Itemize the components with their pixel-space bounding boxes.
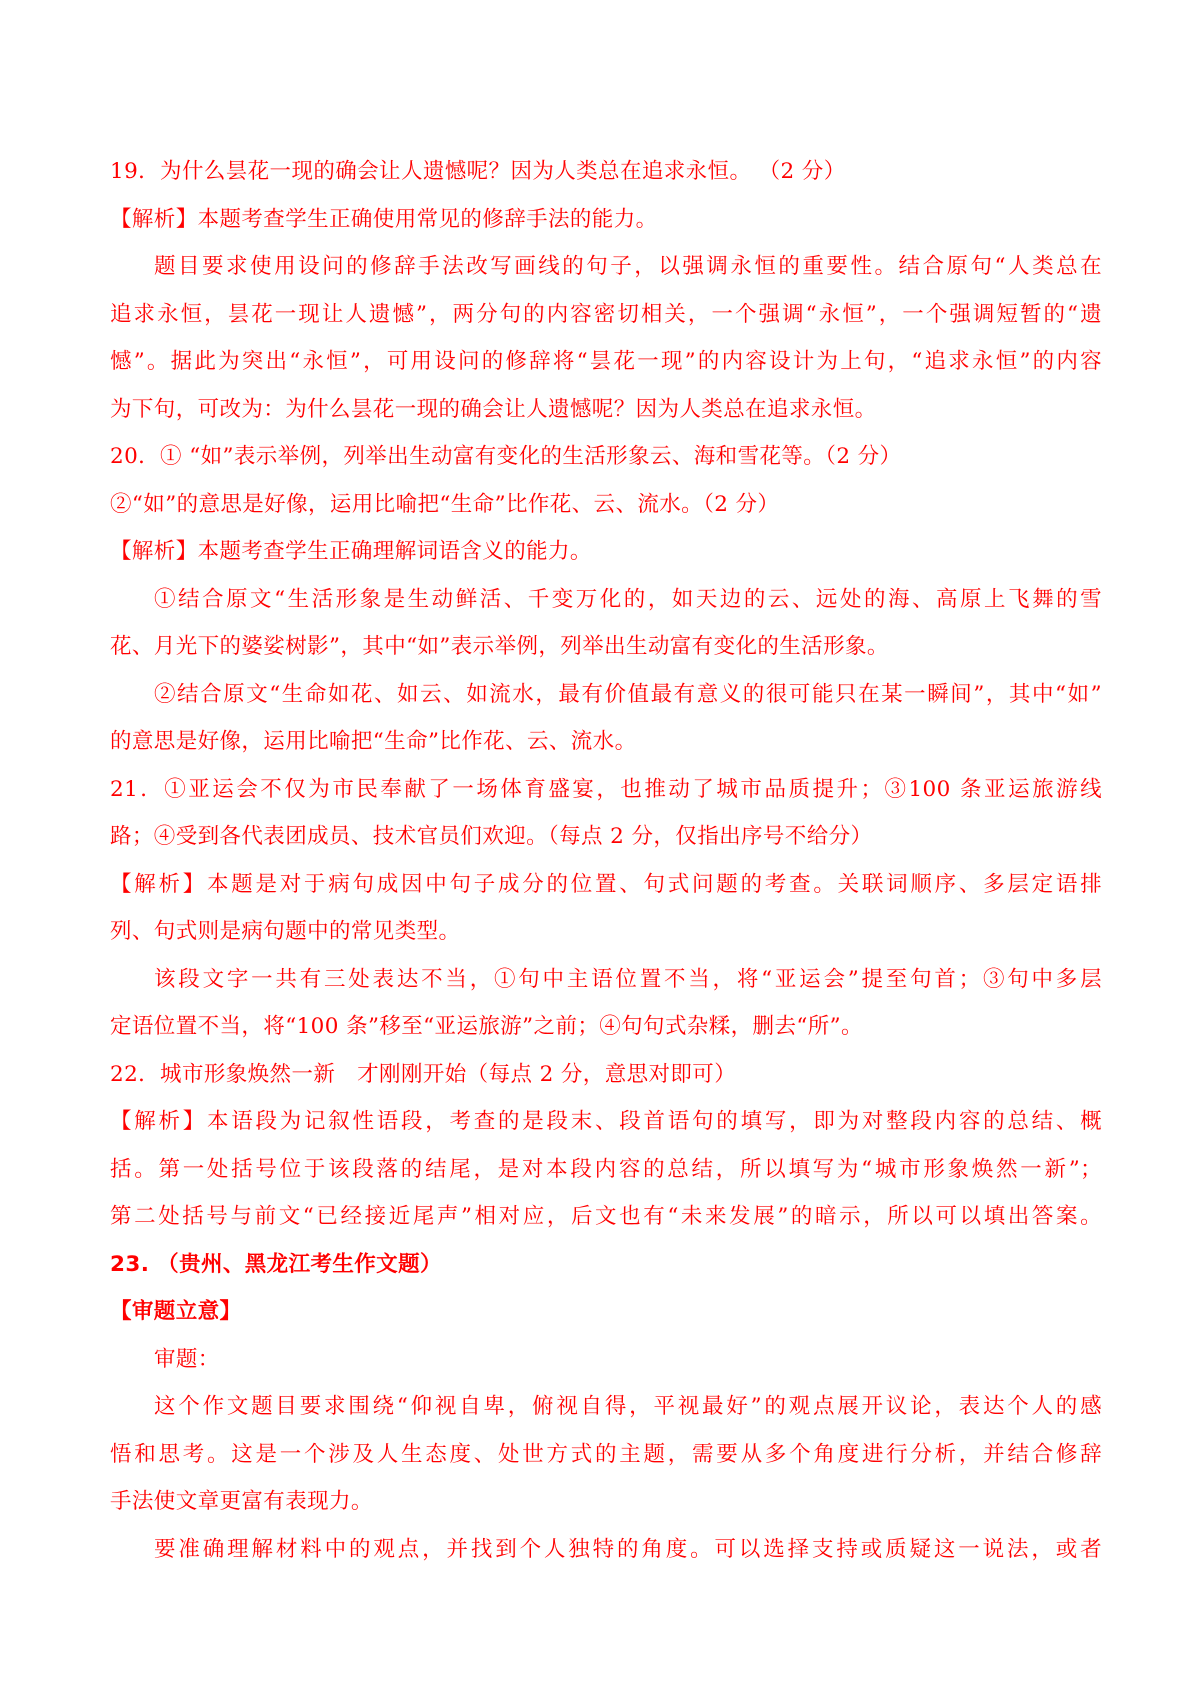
q23-body-line: 悟和思考。这是一个涉及人生态度、处世方式的主题，需要从多个角度进行分析，并结合修辞 xyxy=(110,1441,1102,1467)
q23-section-heading: 【审题立意】 xyxy=(110,1299,242,1324)
q21-answer-1: 21．①亚运会不仅为市民奉献了一场体育盛宴，也推动了城市品质提升；③100 条亚运旅游线 xyxy=(110,776,1102,802)
q20-analysis-line: ②结合原文“生命如花、如云、如流水，最有价值最有意义的很可能只在某一瞬间”，其中“如” xyxy=(154,681,1102,707)
q20-analysis-title: 【解析】本题考查学生正确理解词语含义的能力。 xyxy=(110,539,592,564)
q23-label: 审题： xyxy=(154,1346,220,1372)
q20-analysis-line: 的意思是好像，运用比喻把“生命”比作花、云、流水。 xyxy=(110,729,637,754)
q20-analysis-line: ①结合原文“生活形象是生动鲜活、千变万化的，如天边的云、远处的海、高原上飞舞的雪 xyxy=(154,586,1102,612)
q19-analysis-line: 题目要求使用设问的修辞手法改写画线的句子，以强调永恒的重要性。结合原句“人类总在 xyxy=(154,254,1102,279)
q19-analysis-title: 【解析】本题考查学生正确使用常见的修辞手法的能力。 xyxy=(110,206,658,232)
q23-title: 23. （贵州、黑龙江考生作文题） xyxy=(110,1251,442,1277)
q23-body-line: 要准确理解材料中的观点，并找到个人独特的角度。可以选择支持或质疑这一说法，或者 xyxy=(154,1536,1102,1562)
q22-analysis-line: 括。第一处括号位于该段落的结尾，是对本段内容的总结，所以填写为“城市形象焕然一新”； xyxy=(110,1156,1102,1182)
q22-analysis-line: 【解析】本语段为记叙性语段，考查的是段末、段首语句的填写，即为对整段内容的总结、概 xyxy=(110,1109,1102,1134)
q19-analysis-line: 追求永恒，昙花一现让人遗憾”，两分句的内容密切相关，一个强调“永恒”，一个强调短暂的“遗 xyxy=(110,301,1102,327)
q21-analysis-line: 定语位置不当，将“100 条”移至“亚运旅游”之前；④句句式杂糅，删去“所”。 xyxy=(110,1014,863,1039)
q21-answer-2: 路；④受到各代表团成员、技术官员们欢迎。（每点 2 分，仅指出序号不给分） xyxy=(110,824,873,849)
q19-analysis-line: 为下句，可改为：为什么昙花一现的确会让人遗憾呢？因为人类总在追求永恒。 xyxy=(110,396,877,422)
q21-analysis-2: 列、句式则是病句题中的常见类型。 xyxy=(110,919,461,944)
q22-answer: 22．城市形象焕然一新 才刚刚开始（每点 2 分，意思对即可） xyxy=(110,1061,737,1087)
q21-analysis-line: 该段文字一共有三处表达不当，①句中主语位置不当，将“亚运会”提至句首；③句中多层 xyxy=(154,966,1102,992)
q19-answer: 19．为什么昙花一现的确会让人遗憾呢？因为人类总在追求永恒。 （2 分） xyxy=(110,159,846,184)
q23-body-line: 这个作文题目要求围绕“仰视自卑，俯视自得，平视最好”的观点展开议论，表达个人的感 xyxy=(154,1394,1102,1419)
q19-analysis-line: 憾”。据此为突出“永恒”，可用设问的修辞将“昙花一现”的内容设计为上句，“追求永恒”的内容 xyxy=(110,349,1102,374)
q22-analysis-line: 第二处括号与前文“已经接近尾声”相对应，后文也有“未来发展”的暗示，所以可以填出答案。 xyxy=(110,1204,1102,1229)
q23-body-line: 手法使文章更富有表现力。 xyxy=(110,1489,373,1514)
q20-analysis-line: 花、月光下的婆娑树影”，其中“如”表示举例，列举出生动富有变化的生活形象。 xyxy=(110,634,889,659)
q21-analysis-1: 【解析】本题是对于病句成因中句子成分的位置、句式问题的考查。关联词顺序、多层定语排 xyxy=(110,871,1102,897)
q20-answer-1: 20．① “如”表示举例，列举出生动富有变化的生活形象云、海和雪花等。（2 分） xyxy=(110,444,902,469)
q20-answer-2: ②“如”的意思是好像，运用比喻把“生命”比作花、云、流水。（2 分） xyxy=(110,491,780,517)
